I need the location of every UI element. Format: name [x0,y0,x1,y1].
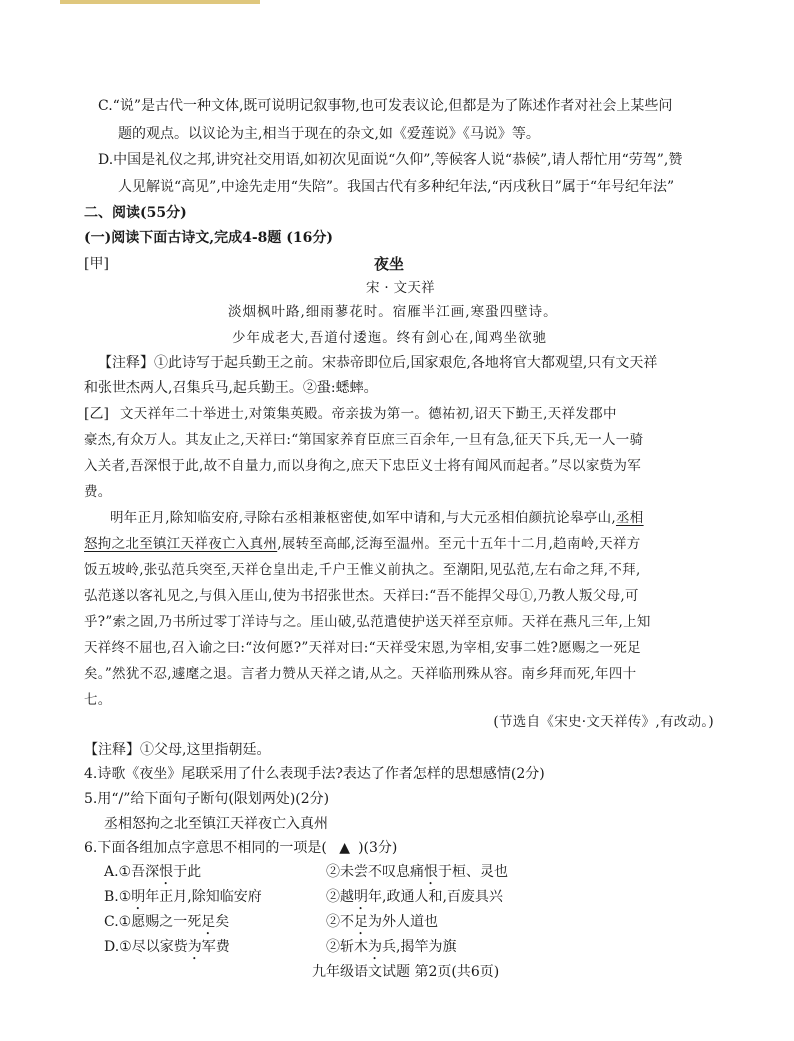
underlined-sentence-end: 怒拘之北至镇江天祥夜亡入真州 [84,536,278,552]
question-6-text: 6.下面各组加点字意思不相同的一项是( [84,840,327,856]
poem-line1: 淡烟枫叶路,细雨蓼花时。宿雁半江画,寒蛩四壁诗。 [228,304,558,320]
prose-line12: 七。 [84,692,112,708]
answer-marker: ▲ [339,840,351,856]
poem-author: 宋 · 文天祥 [366,280,435,296]
prose-line5 [110,508,644,528]
prose-line5-text: 明年正月,除知临安府,寻除右丞相兼枢密使,如军中请和,与大元丞相伯颜抗论皋亭山, [110,510,616,526]
option-d-right: ②斩木为兵,揭竿为旗 [326,939,457,955]
prose-line6-text: ,展转至高邮,泛海至温州。至元十五年十二月,趋南岭,天祥方 [277,536,641,552]
option-c-line1: C.“说”是古代一种文体,既可说明记叙事物,也可发表议论,但都是为了陈述作者对社会上某些问 [98,98,673,114]
poem-title: 夜坐 [374,255,405,273]
question-4: 4.诗歌《夜坐》尾联采用了什么表现手法?表达了作者怎样的思想感情(2分) [84,766,545,782]
prose-line7: 饭五坡岭,张弘范兵突至,天祥仓皇出走,千户王惟义前执之。至潮阳,见弘范,左右命之拜,不拜, [84,562,641,578]
prose-line3: 入关者,吾深恨于此,故不自量力,而以身徇之,庶天下忠臣义士将有闻风而起者。”尽以家赀为军 [84,458,642,474]
prose-line4: 费。 [84,484,112,500]
prose-line2: 豪杰,有众万人。其友止之,天祥曰:“第国家养育臣庶三百余年,一旦有急,征天下兵,无一人一骑 [84,432,644,448]
option-b-right: ②越明年,政通人和,百废具兴 [326,889,503,905]
prose-line6 [84,534,641,554]
part-heading: (一)阅读下面古诗文,完成4-8题 (16分) [84,230,334,246]
jia-label: [甲] [84,256,109,272]
poem-note-line2: 和张世杰两人,召集兵马,起兵勤王。②蛩:蟋蟀。 [84,380,378,396]
prose-line11: 矣。”然犹不忍,遽麾之退。言者力赞从天祥之请,从之。天祥临刑殊从容。南乡拜而死,年四十 [84,666,637,682]
scan-edge-mark [60,0,260,4]
question-6-points: )(3分) [358,840,398,856]
prose-line10: 天祥终不屈也,召入谕之曰:“汝何愿?”天祥对曰:“天祥受宋恩,为宰相,安事二姓?愿赐之一死足 [84,640,641,656]
question-5: 5.用“/”给下面句子断句(限划两处)(2分) [84,791,330,807]
section-heading: 二、阅读(55分) [84,205,187,221]
prose-line8: 弘范遂以客礼见之,与俱入厓山,使为书招张世杰。天祥曰:“吾不能捍父母①,乃教人叛父母,可 [84,588,639,604]
option-d-line2: 人见解说“高见”,中途先走用“失陪”。我国古代有多种纪年法,“丙戌秋日”属于“年号纪年法” [118,179,675,195]
option-a-right: ②未尝不叹息痛恨于桓、灵也 [326,864,508,880]
option-d-line1: D.中国是礼仪之邦,讲究社交用语,如初次见面说“久仰”,等候客人说“恭候”,请人帮忙用“劳驾”,赞 [98,152,683,168]
poem-line2: 少年成老大,吾道付逶迤。终有剑心在,闻鸡坐欲驰 [232,330,548,346]
prose-source: (节选自《宋史·文天祥传》,有改动。) [493,714,714,730]
option-b-left: B.①明年正月,除知临安府 [104,889,262,905]
prose-note: 【注释】①父母,这里指朝廷。 [84,742,271,758]
question-5-sentence: 丞相怒拘之北至镇江天祥夜亡入真州 [104,816,328,832]
question-6 [84,838,397,858]
prose-line1: 文天祥年二十举进士,对策集英殿。帝亲拔为第一。德祐初,诏天下勤王,天祥发郡中 [120,406,617,422]
option-d-left: D.①尽以家赀为军费 [104,939,230,955]
poem-note-line1: 【注释】①此诗写于起兵勤王之前。宋恭帝即位后,国家艰危,各地将官大都观望,只有文天祥 [98,355,658,371]
underlined-sentence-start: 丞相 [615,510,644,526]
option-c-left: C.①愿赐之一死足矣 [104,914,230,930]
prose-line9: 乎?”索之固,乃书所过零丁洋诗与之。厓山破,弘范遣使护送天祥至京师。天祥在燕凡三年,上知 [84,614,651,630]
option-c-right: ②不足为外人道也 [326,914,438,930]
option-c-line2: 题的观点。以议论为主,相当于现在的杂文,如《爱莲说》《马说》等。 [118,126,540,142]
yi-label: [乙] [84,406,109,422]
page-footer: 九年级语文试题 第2页(共6页) [312,964,500,980]
option-a-left: A.①吾深恨于此 [104,864,202,880]
